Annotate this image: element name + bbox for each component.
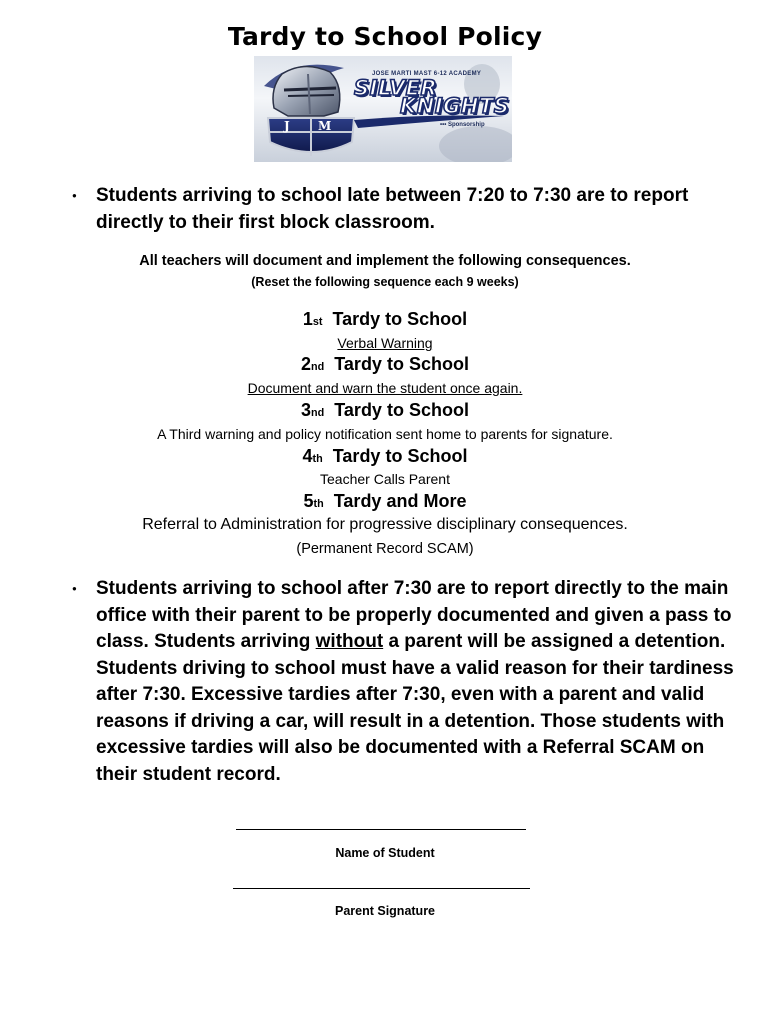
step-suffix: nd [311,361,325,373]
step-suffix: st [312,316,323,328]
step-number: 4 [302,446,313,466]
step-detail: Teacher Calls Parent [320,471,450,487]
student-signature-line[interactable] [236,829,526,830]
step-title: Tardy to School [334,400,469,420]
paragraph-emphasis: without [315,631,384,652]
step-suffix: th [312,453,323,465]
student-name-label: Name of Student [335,846,435,860]
parent-signature-label: Parent Signature [334,904,436,918]
paragraph-text: Students arriving to school after 7:30 are to report directly to the main office with their parent to be properly documented and given a pass to class. Students arriving [96,578,732,652]
step-detail: A Third warning and policy notification sent home to parents for signature. [157,426,613,442]
step-heading [0,491,770,512]
bullet-icon: ● [72,584,77,593]
step-number: 1 [302,309,313,329]
step-number: 2 [301,354,312,374]
logo-knights-text: KNIGHTS [400,94,510,118]
reset-notice: (Reset the following sequence each 9 weeks) [251,275,519,289]
step-detail: Verbal Warning [337,335,433,351]
bullet-icon: ● [72,191,77,200]
parent-signature-line[interactable] [233,888,530,889]
logo-tagline: ••• Sponsorship [440,122,485,128]
svg-text:M: M [318,119,332,133]
policy-paragraph-late [96,576,736,788]
page-title: Tardy to School Policy [227,22,543,51]
step-title: Tardy and More [333,491,467,511]
policy-paragraph-early: Students arriving to school late between 7:20 to 7:30 are to report directly to their first block classroom. [96,185,689,233]
step-title: Tardy to School [332,446,468,466]
step-heading [0,309,770,330]
step-heading [0,400,770,421]
step-title: Tardy to School [332,309,468,329]
step-heading [0,354,770,375]
step-detail: Referral to Administration for progressive disciplinary consequences. [142,516,628,533]
logo-silver-text: SILVER [354,76,438,100]
paragraph-text: a parent will be assigned a detention. Students driving to school must have a valid reason for their tardiness after 7:30. Excessive tardies after 7:30, even with a parent and valid reasons if driving a car, will result in a detention. Those students with excessive tardies will also be documented with a Referral SCAM on their student record. [96,631,734,785]
school-logo [254,56,512,162]
step-number: 5 [303,491,314,511]
teacher-notice: All teachers will document and implement the following consequences. [139,253,631,269]
step-suffix: nd [311,407,325,419]
step-suffix: th [313,498,324,510]
logo-academy-text: JOSE MARTI MAST 6-12 ACADEMY [372,71,482,77]
svg-text:J: J [284,119,290,133]
step-detail-note: (Permanent Record SCAM) [296,541,474,557]
step-detail: Document and warn the student once again. [247,380,523,396]
step-heading [0,446,770,467]
step-title: Tardy to School [334,354,469,374]
step-number: 3 [301,400,312,420]
